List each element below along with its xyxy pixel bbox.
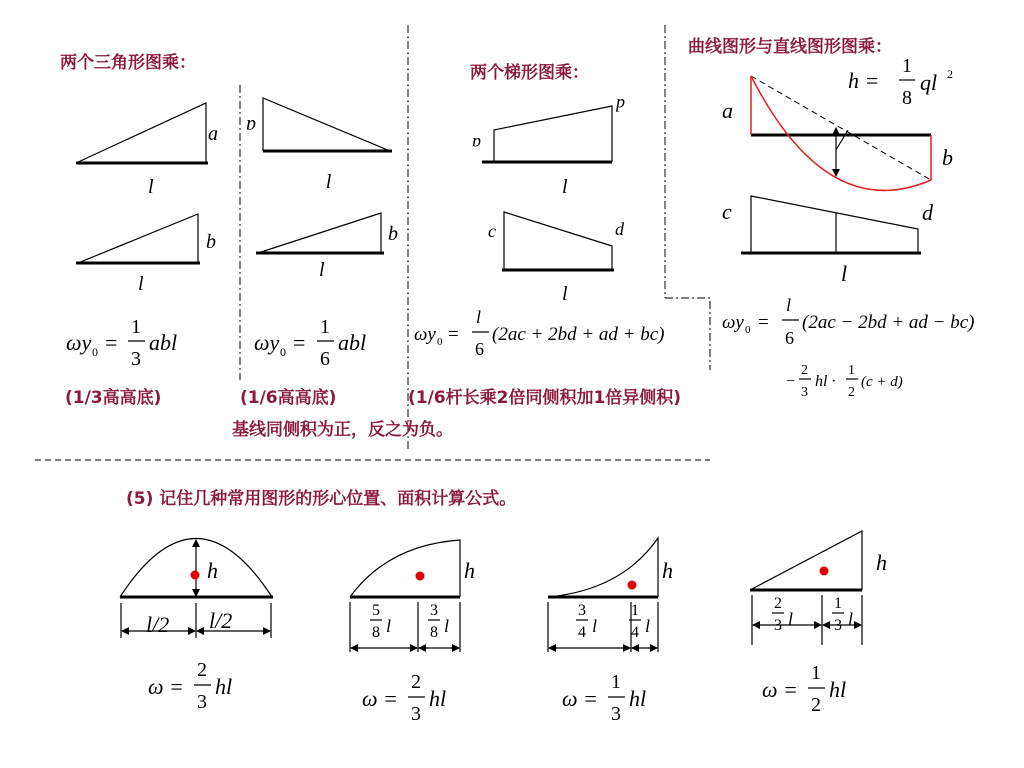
svg-text:d: d	[616, 95, 625, 115]
svg-text:d: d	[922, 200, 933, 225]
curve-line-diagram	[722, 55, 953, 286]
svg-text:b: b	[206, 231, 216, 253]
svg-text:0: 0	[280, 345, 286, 359]
svg-text:b: b	[942, 145, 953, 170]
svg-text:c: c	[488, 221, 496, 241]
svg-text:2: 2	[947, 67, 953, 81]
svg-text:1: 1	[834, 595, 842, 612]
svg-text:ω =: ω =	[762, 677, 798, 702]
svg-text:l: l	[148, 176, 154, 198]
svg-text:3: 3	[197, 691, 207, 713]
svg-text:l: l	[841, 261, 848, 286]
svg-text:ωy: ωy	[722, 312, 744, 333]
svg-text:d: d	[615, 219, 624, 239]
svg-text:h: h	[876, 550, 887, 575]
svg-text:l: l	[326, 169, 332, 191]
note-tri-opposite: (1/6高高底)	[240, 388, 337, 408]
svg-text:1: 1	[131, 316, 141, 338]
shape-parabola-half	[350, 540, 475, 725]
svg-text:l: l	[476, 307, 482, 327]
svg-text:1: 1	[320, 316, 330, 338]
svg-text:l: l	[848, 609, 854, 629]
svg-text:l: l	[786, 295, 792, 315]
note-tri-same: (1/3高高底)	[65, 388, 162, 408]
svg-text:ω =: ω =	[562, 686, 598, 711]
svg-text:ω =: ω =	[148, 674, 184, 699]
svg-text:6: 6	[475, 339, 484, 359]
svg-text:8: 8	[372, 624, 380, 641]
svg-text:l: l	[444, 616, 450, 636]
svg-text:=: =	[293, 330, 306, 355]
svg-text:ql: ql	[920, 70, 938, 95]
svg-text:1: 1	[848, 363, 855, 378]
svg-text:3: 3	[801, 385, 808, 400]
svg-text:1: 1	[631, 602, 639, 619]
trapezoid-pair	[472, 95, 625, 305]
svg-text:abl: abl	[149, 330, 178, 355]
svg-text:ωy: ωy	[414, 324, 436, 345]
svg-text:1: 1	[811, 662, 821, 684]
svg-text:ω =: ω =	[362, 686, 398, 711]
formula-trapezoid	[414, 307, 664, 359]
heading-two-trapezoids: 两个梯形图乘：	[470, 63, 589, 83]
heading-two-triangles: 两个三角形图乘：	[60, 53, 196, 73]
svg-text:=: =	[758, 312, 769, 333]
centroid-dot	[191, 571, 200, 580]
svg-text:3: 3	[774, 617, 782, 634]
svg-text:b: b	[388, 223, 398, 245]
svg-text:3: 3	[430, 602, 438, 619]
svg-text:a: a	[722, 98, 733, 123]
centroid-dot	[416, 572, 425, 581]
svg-text:3: 3	[611, 703, 621, 725]
svg-text:a: a	[246, 115, 256, 137]
svg-text:a: a	[472, 134, 481, 154]
svg-text:h: h	[207, 558, 218, 583]
svg-text:ωy: ωy	[66, 330, 92, 355]
note-trapezoid: (1/6杆长乘2倍同侧积加1倍异侧积)	[408, 388, 682, 408]
svg-text:3: 3	[834, 617, 842, 634]
svg-text:h: h	[464, 558, 475, 583]
svg-text:0: 0	[437, 336, 443, 348]
svg-text:l: l	[592, 616, 598, 636]
svg-text:ωy: ωy	[254, 330, 280, 355]
centroid-dot	[820, 567, 829, 576]
svg-text:l: l	[319, 259, 325, 281]
svg-text:2: 2	[197, 659, 207, 681]
svg-text:l: l	[562, 283, 568, 305]
formula-curve-line	[722, 295, 974, 400]
triangle-pair-same	[76, 103, 218, 295]
svg-text:l: l	[788, 609, 794, 629]
svg-text:5: 5	[372, 602, 380, 619]
svg-text:3: 3	[131, 348, 141, 370]
shape-parabola-segment	[120, 539, 273, 714]
svg-text:hl ·: hl ·	[815, 373, 836, 390]
svg-text:hl: hl	[215, 674, 233, 699]
centroid-dot	[628, 581, 637, 590]
svg-text:6: 6	[785, 328, 794, 348]
svg-text:h =: h =	[848, 68, 880, 93]
svg-text:l: l	[562, 176, 568, 198]
svg-text:2: 2	[774, 595, 782, 612]
formula-tri-opposite	[254, 316, 366, 370]
svg-text:h: h	[662, 558, 673, 583]
svg-text:6: 6	[320, 348, 330, 370]
svg-text:4: 4	[578, 624, 586, 641]
svg-text:2: 2	[848, 385, 855, 400]
shape-triangle	[750, 531, 887, 716]
svg-text:4: 4	[631, 624, 639, 641]
separator-3b	[665, 298, 710, 370]
svg-text:l: l	[645, 616, 651, 636]
svg-text:=: =	[105, 330, 118, 355]
svg-text:3: 3	[411, 703, 421, 725]
svg-text:2: 2	[811, 694, 821, 716]
svg-text:l: l	[386, 616, 392, 636]
svg-text:0: 0	[745, 324, 751, 336]
svg-text:1: 1	[902, 55, 912, 77]
formula-tri-same	[66, 316, 177, 370]
svg-text:c: c	[722, 199, 732, 224]
svg-text:=: =	[448, 324, 459, 345]
svg-text:8: 8	[902, 87, 912, 109]
svg-text:hl: hl	[429, 686, 447, 711]
svg-text:(2ac − 2bd + ad − bc): (2ac − 2bd + ad − bc)	[802, 312, 975, 333]
svg-text:l/2: l/2	[209, 608, 233, 633]
svg-text:2: 2	[411, 671, 421, 693]
heading-curve-line: 曲线图形与直线图形图乘：	[688, 37, 892, 57]
svg-text:(2ac + 2bd + ad + bc): (2ac + 2bd + ad + bc)	[492, 324, 665, 345]
triangle-pair-opposite	[246, 98, 398, 281]
svg-text:abl: abl	[338, 330, 367, 355]
svg-text:3: 3	[578, 602, 586, 619]
svg-text:2: 2	[801, 363, 808, 378]
svg-text:hl: hl	[829, 677, 847, 702]
shape-parabola-spandrel	[548, 538, 673, 725]
svg-text:8: 8	[430, 624, 438, 641]
svg-text:0: 0	[92, 345, 98, 359]
svg-text:a: a	[208, 123, 218, 145]
svg-text:hl: hl	[629, 686, 647, 711]
svg-text:1: 1	[611, 671, 621, 693]
svg-text:−: −	[786, 373, 796, 390]
note-sign-rule: 基线同侧积为正，反之为负。	[232, 420, 453, 440]
svg-text:(c + d): (c + d)	[861, 374, 903, 390]
heading-item5: (5) 记住几种常用图形的形心位置、面积计算公式。	[126, 489, 517, 509]
svg-text:l: l	[138, 273, 144, 295]
svg-text:l/2: l/2	[146, 612, 170, 637]
